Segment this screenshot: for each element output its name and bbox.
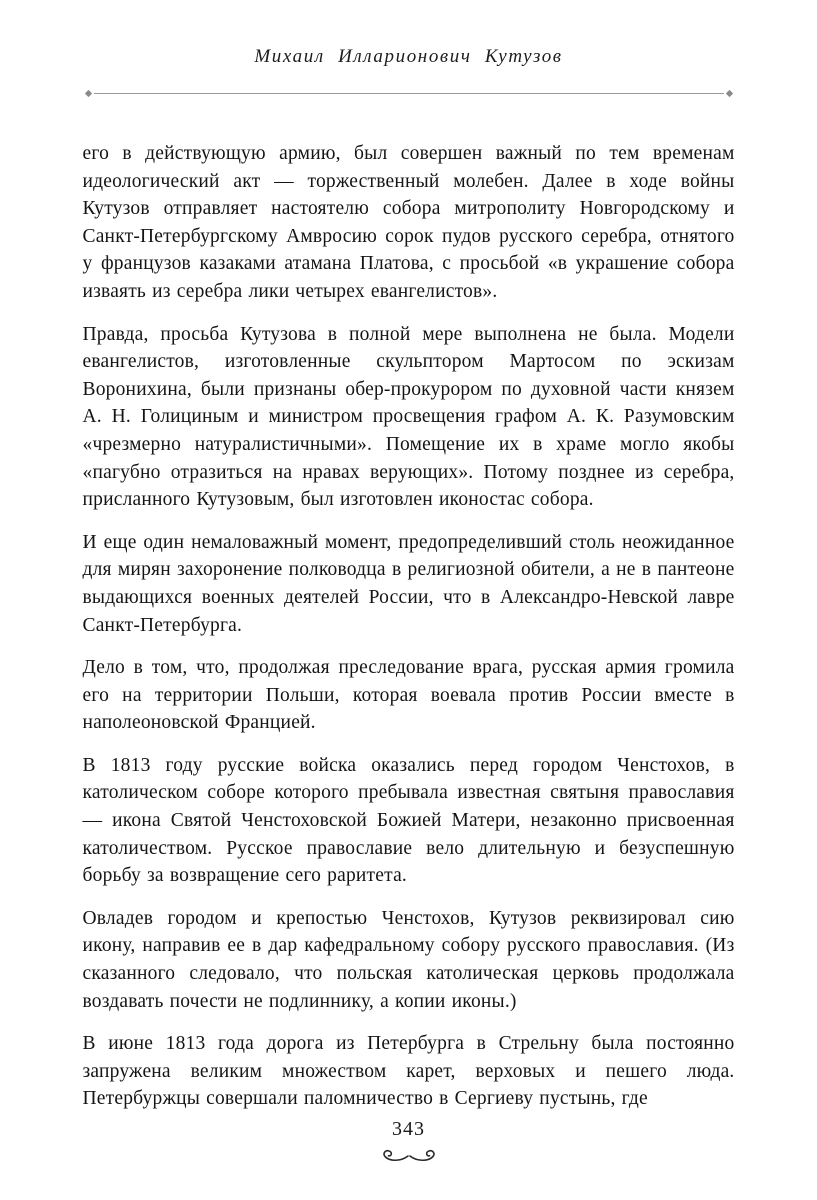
page-footer <box>0 1118 817 1170</box>
tailpiece-ornament-icon <box>0 1147 817 1170</box>
paragraph: его в действующую армию, был совершен важный по тем временам идеологический акт — торжественный молебен. Далее в ходе войны Кутузов отправляет настоятелю собора митрополиту Новгородскому и Санкт-Петербургскому Амвросию сорок пудов русского серебра, отнятого у французов казаками атамана Платова, с просьбой «в украшение собора изваять из серебра лики четырех евангелистов». <box>82 143 735 302</box>
running-title: Михаил Илларионович Кутузов <box>254 46 563 67</box>
page-content <box>83 0 735 1113</box>
paragraph: В 1813 году русские войска оказались перед городом Ченстохов, в католическом соборе которого пребывала известная святыня православия — икона Святой Ченстоховской Божией Матери, незаконно присвоенная католичеством. Русское православие вело длительную и безуспешную борьбу за возвращение сего раритета. <box>82 754 735 887</box>
header-divider <box>83 88 735 98</box>
divider-right-ornament-icon <box>725 89 732 96</box>
paragraph: Правда, просьба Кутузова в полной мере выполнена не была. Модели евангелистов, изготовленные скульптором Мартосом по эскизам Воронихина, были признаны обер-прокурором по духовной части князем А. Н. Голициным и министром просвещения графом А. К. Разумовским «чрезмерно натуралистичными». Помещение их в храме могло якобы «пагубно отразиться на нравах верующих». Потому позднее из серебра, присланного Кутузовым, был изготовлен иконостас собора. <box>82 323 735 511</box>
body-text <box>83 140 735 1113</box>
divider-left-ornament-icon <box>84 89 91 96</box>
paragraph: Дело в том, что, продолжая преследование врага, русская армия громила его на территории Польши, которая воевала против России вместе в наполеоновской Францией. <box>82 657 735 734</box>
paragraph: В июне 1813 года дорога из Петербурга в Стрельну была постоянно запружена великим множеством карет, верховых и пешего люда. Петербуржцы совершали паломничество в Сергиеву пустынь, где <box>82 1033 735 1110</box>
page-number: 343 <box>392 1118 425 1140</box>
paragraph: И еще один немаловажный момент, предопределивший столь неожиданное для мирян захоронение полководца в религиозной обители, а не в пантеоне выдающихся военных деятелей России, что в Александро-Невской лавре Санкт-Петербурга. <box>82 531 735 636</box>
paragraph: Овладев городом и крепостью Ченстохов, Кутузов реквизировал сию икону, направив ее в дар кафедральному собору русского православия. (Из сказанного следовало, что польская католическая церковь продолжала воздавать почести не подлиннику, а копии иконы.) <box>82 907 735 1012</box>
divider-line <box>94 93 724 94</box>
